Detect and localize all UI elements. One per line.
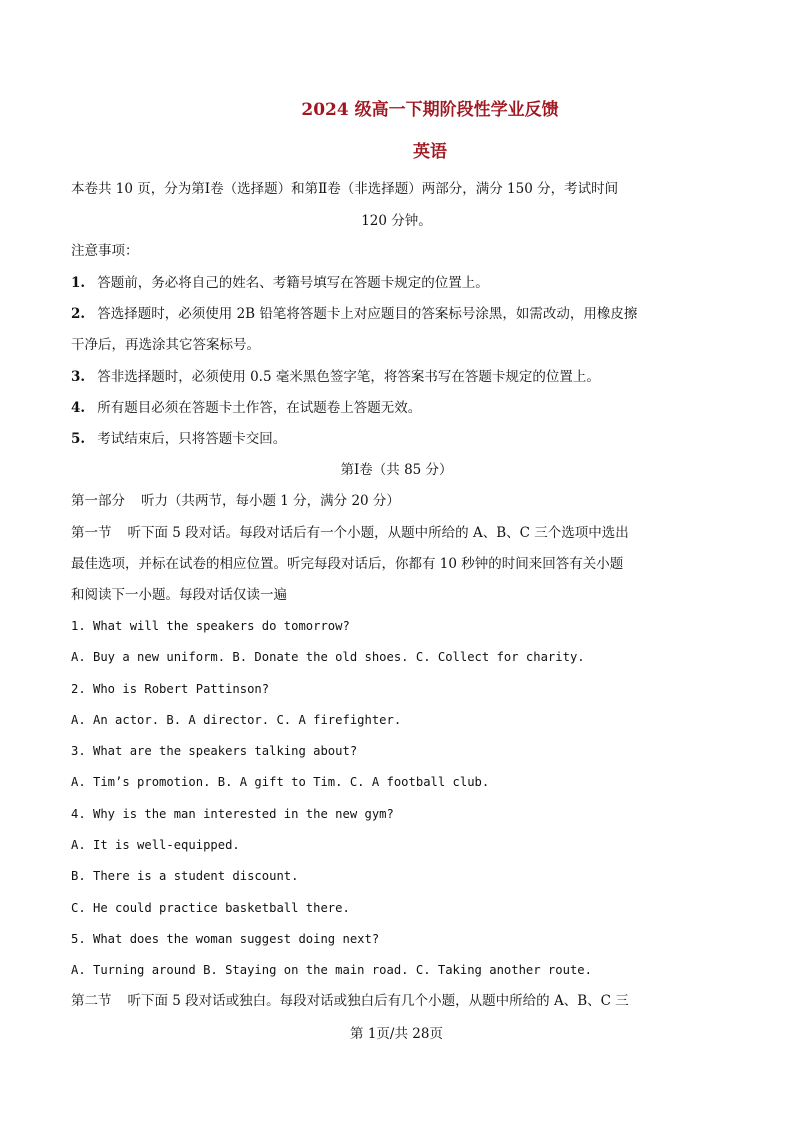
section-1-line-1 bbox=[71, 523, 629, 543]
note-item-2-continued bbox=[71, 335, 260, 355]
part-1-description: 听力（共两节，每小题 1 分，满分 20 分） bbox=[141, 493, 400, 509]
question-1-options: A. Buy a new uniform. B. Donate the old shoes. C. Collect for charity. bbox=[71, 650, 585, 664]
note-item-5 bbox=[71, 429, 286, 449]
note-text: 答非选择题时，必须使用 0.5 毫米黑色签字笔，将答案书写在答题卡规定的位置上。 bbox=[97, 369, 600, 385]
intro-line-1: 本卷共 10 页，分为第Ⅰ卷（选择题）和第Ⅱ卷（非选择题）两部分，满分 150 分，考试时间 bbox=[71, 181, 619, 197]
note-item-4 bbox=[71, 398, 421, 418]
note-text: 答题前，务必将自己的姓名、考籍号填写在答题卡规定的位置上。 bbox=[97, 275, 489, 291]
question-3-options: A. Tim’s promotion. B. A gift to Tim. C. A football club. bbox=[71, 775, 490, 789]
question-5: 5. What does the woman suggest doing next? bbox=[71, 932, 380, 946]
section-1-label: 第一节 bbox=[71, 525, 112, 541]
note-text: 干净后，再选涂其它答案标号。 bbox=[71, 337, 260, 353]
part-1-heading bbox=[71, 491, 400, 511]
exam-title: 2024 级高一下期阶段性学业反馈 bbox=[301, 100, 559, 120]
question-2-options: A. An actor. B. A director. C. A firefighter. bbox=[71, 713, 402, 727]
note-text: 考试结束后，只将答题卡交回。 bbox=[97, 431, 287, 447]
note-item-3 bbox=[71, 367, 600, 387]
volume-1-heading: 第Ⅰ卷（共 85 分） bbox=[340, 462, 453, 478]
note-number: 1. bbox=[71, 275, 86, 291]
section-1-line-3: 和阅读下一小题。每段对话仅读一遍 bbox=[71, 587, 287, 603]
notes-heading: 注意事项： bbox=[71, 243, 139, 259]
intro-line-2: 120 分钟。 bbox=[361, 213, 432, 229]
note-number: 2. bbox=[71, 306, 86, 322]
question-4-option-c: C. He could practice basketball there. bbox=[71, 901, 350, 915]
part-1-label: 第一部分 bbox=[71, 493, 125, 509]
page-footer: 第 1页/共 28页 bbox=[350, 1026, 443, 1042]
question-2: 2. Who is Robert Pattinson? bbox=[71, 682, 270, 696]
subject-title: 英语 bbox=[413, 142, 447, 162]
section-2-text: 听下面 5 段对话或独白。每段对话或独白后有几个小题，从题中所给的 A、B、C 三 bbox=[127, 993, 629, 1009]
note-text: 答选择题时，必须使用 2B 铅笔将答题卡上对应题目的答案标号涂黑，如需改动，用橡皮擦 bbox=[97, 306, 638, 322]
note-item-2 bbox=[71, 304, 637, 324]
question-5-options: A. Turning around B. Staying on the main road. C. Taking another route. bbox=[71, 963, 592, 977]
section-1-text: 听下面 5 段对话。每段对话后有一个小题，从题中所给的 A、B、C 三个选项中选出 bbox=[127, 525, 629, 541]
question-4: 4. Why is the man interested in the new gym? bbox=[71, 807, 394, 821]
section-2-label: 第二节 bbox=[71, 993, 112, 1009]
note-number: 5. bbox=[71, 431, 86, 447]
question-3: 3. What are the speakers talking about? bbox=[71, 744, 358, 758]
note-text: 所有题目必须在答题卡土作答，在试题卷上答题无效。 bbox=[97, 400, 422, 416]
question-4-option-b: B. There is a student discount. bbox=[71, 869, 299, 883]
question-4-option-a: A. It is well-equipped. bbox=[71, 838, 240, 852]
section-2-line-1 bbox=[71, 991, 629, 1011]
section-1-line-2: 最佳选项，并标在试卷的相应位置。听完每段对话后，你都有 10 秒钟的时间来回答有关小题 bbox=[71, 556, 624, 572]
note-item-1 bbox=[71, 273, 489, 293]
note-number: 4. bbox=[71, 400, 86, 416]
question-1: 1. What will the speakers do tomorrow? bbox=[71, 619, 350, 633]
note-number: 3. bbox=[71, 369, 86, 385]
